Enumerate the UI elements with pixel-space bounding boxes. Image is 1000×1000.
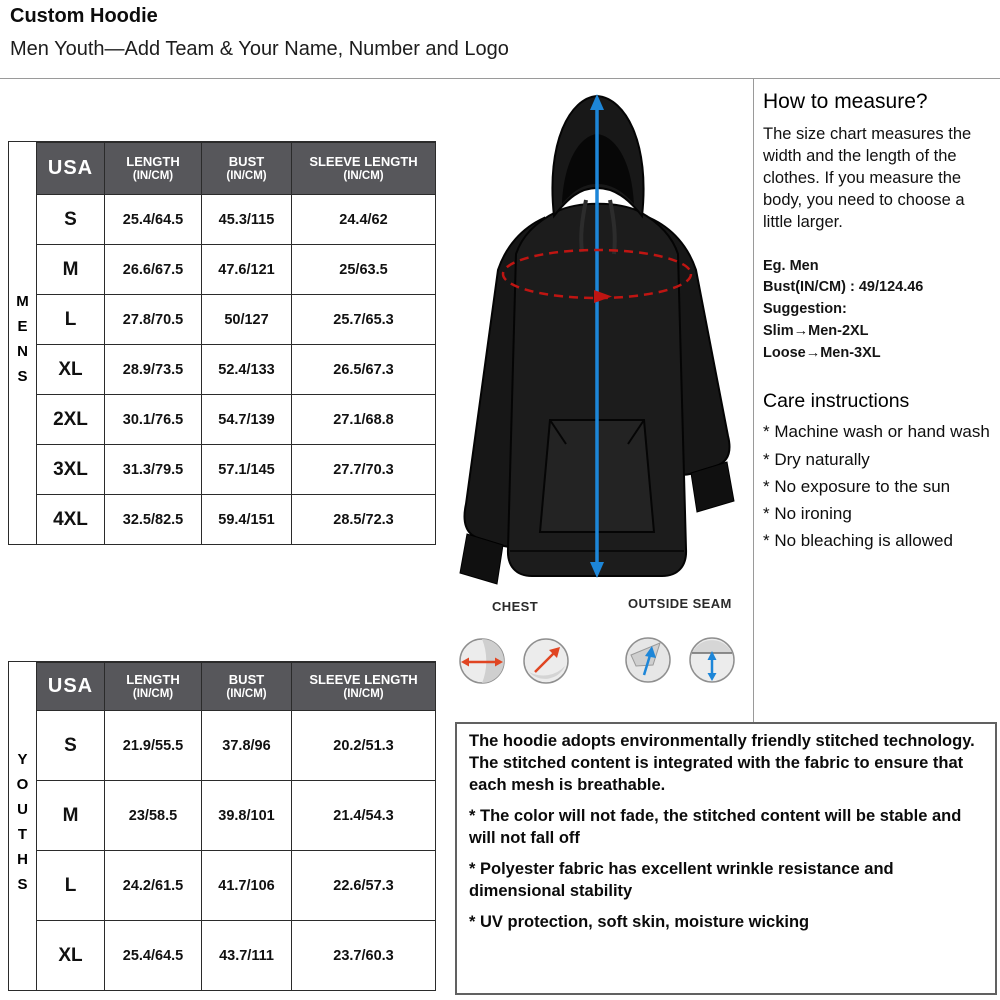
- usa-header: USA: [37, 143, 105, 195]
- sleeve-cell: 20.2/51.3: [292, 711, 436, 781]
- how-to-measure-intro: The size chart measures the width and the length of the clothes. If you measure the body, you need to choose a little larger.: [763, 125, 972, 231]
- table-row: [37, 711, 436, 781]
- care-item: * No exposure to the sun: [763, 476, 951, 496]
- page-title: Custom Hoodie: [10, 5, 158, 27]
- product-note: * UV protection, soft skin, moisture wicking: [469, 912, 810, 931]
- size-cell: 4XL: [37, 495, 105, 545]
- size-cell: XL: [37, 345, 105, 395]
- sleeve-cell: 21.4/54.3: [292, 781, 436, 851]
- length-cell: 30.1/76.5: [105, 395, 202, 445]
- length-cell: 28.9/73.5: [105, 345, 202, 395]
- table-row: [37, 921, 436, 991]
- bust-cell: 47.6/121: [202, 245, 292, 295]
- size-cell: L: [37, 851, 105, 921]
- table-row: [37, 851, 436, 921]
- product-note: * The color will not fade, the stitched content will be stable and will not fall off: [469, 806, 962, 847]
- sleeve-header: SLEEVE LENGTH (IN/CM): [292, 143, 436, 195]
- mens-size-table: [8, 141, 436, 545]
- table-row: [37, 245, 436, 295]
- length-cell: 25.4/64.5: [105, 195, 202, 245]
- care-item: * Machine wash or hand wash: [763, 422, 990, 442]
- youths-side-label: YOUTHS: [14, 751, 31, 901]
- size-cell: 3XL: [37, 445, 105, 495]
- sleeve-cell: 22.6/57.3: [292, 851, 436, 921]
- bust-cell: 57.1/145: [202, 445, 292, 495]
- example-line: Suggestion:: [763, 301, 847, 318]
- chest-width-icon: [457, 636, 507, 686]
- sleeve-cell: 23.7/60.3: [292, 921, 436, 991]
- youths-header-row: [37, 663, 436, 711]
- bust-cell: 54.7/139: [202, 395, 292, 445]
- sleeve-cell: 26.5/67.3: [292, 345, 436, 395]
- youths-size-table: [8, 661, 436, 991]
- size-cell: 2XL: [37, 395, 105, 445]
- page-subtitle: Men Youth—Add Team & Your Name, Number and Logo: [10, 38, 509, 60]
- bust-cell: 52.4/133: [202, 345, 292, 395]
- length-cell: 32.5/82.5: [105, 495, 202, 545]
- bust-cell: 43.7/111: [202, 921, 292, 991]
- outside-seam-label: OUTSIDE SEAM: [628, 596, 732, 611]
- table-row: [37, 495, 436, 545]
- sleeve-header: SLEEVE LENGTH (IN/CM): [292, 663, 436, 711]
- bust-header: BUST (IN/CM): [202, 143, 292, 195]
- how-to-measure-title: How to measure?: [763, 90, 928, 113]
- mens-header-row: [37, 143, 436, 195]
- header-divider: [0, 78, 1000, 79]
- length-header: LENGTH (IN/CM): [105, 663, 202, 711]
- how-to-measure-panel: [763, 90, 995, 557]
- table-row: [37, 395, 436, 445]
- hoodie-measure-diagram: [444, 84, 756, 599]
- sleeve-cell: 25.7/65.3: [292, 295, 436, 345]
- bust-cell: 39.8/101: [202, 781, 292, 851]
- bust-cell: 45.3/115: [202, 195, 292, 245]
- youths-table-grid: [36, 662, 436, 991]
- length-cell: 25.4/64.5: [105, 921, 202, 991]
- table-row: [37, 781, 436, 851]
- bust-header: BUST (IN/CM): [202, 663, 292, 711]
- care-item: * No bleaching is allowed: [763, 530, 953, 550]
- sleeve-cell: 24.4/62: [292, 195, 436, 245]
- chest-label: CHEST: [492, 599, 539, 614]
- care-item: * No ironing: [763, 503, 852, 523]
- size-cell: S: [37, 711, 105, 781]
- hoodie-product-image: [444, 84, 756, 599]
- length-cell: 21.9/55.5: [105, 711, 202, 781]
- length-header: LENGTH (IN/CM): [105, 143, 202, 195]
- length-cell: 26.6/67.5: [105, 245, 202, 295]
- seam-fold-icon: [623, 635, 673, 685]
- sleeve-cell: 28.5/72.3: [292, 495, 436, 545]
- length-cell: 27.8/70.5: [105, 295, 202, 345]
- seam-length-icon: [687, 635, 737, 685]
- size-cell: XL: [37, 921, 105, 991]
- sleeve-cell: 27.7/70.3: [292, 445, 436, 495]
- mens-side-label: MENS: [14, 293, 31, 393]
- product-note: * Polyester fabric has excellent wrinkle resistance and dimensional stability: [469, 859, 894, 900]
- example-line: Eg. Men: [763, 257, 819, 274]
- mens-table-grid: [36, 142, 436, 545]
- bust-cell: 59.4/151: [202, 495, 292, 545]
- product-notes-box: [455, 722, 997, 995]
- usa-header: USA: [37, 663, 105, 711]
- sleeve-cell: 25/63.5: [292, 245, 436, 295]
- size-cell: M: [37, 781, 105, 851]
- bust-cell: 50/127: [202, 295, 292, 345]
- length-cell: 31.3/79.5: [105, 445, 202, 495]
- sleeve-cell: 27.1/68.8: [292, 395, 436, 445]
- table-row: [37, 445, 436, 495]
- length-cell: 24.2/61.5: [105, 851, 202, 921]
- chest-diagonal-icon: [521, 636, 571, 686]
- example-line: Slim→Men-2XL: [763, 322, 869, 339]
- table-row: [37, 345, 436, 395]
- bust-cell: 41.7/106: [202, 851, 292, 921]
- size-cell: L: [37, 295, 105, 345]
- size-cell: M: [37, 245, 105, 295]
- care-instructions-title: Care instructions: [763, 390, 910, 413]
- bust-cell: 37.8/96: [202, 711, 292, 781]
- sizing-example: [763, 256, 995, 365]
- size-cell: S: [37, 195, 105, 245]
- table-row: [37, 195, 436, 245]
- product-notes-intro: The hoodie adopts environmentally friendly stitched technology. The stitched content is integrated with the fabric to ensure that each mesh is breathable.: [469, 732, 975, 794]
- table-row: [37, 295, 436, 345]
- example-line: Loose→Men-3XL: [763, 344, 881, 361]
- care-item: * Dry naturally: [763, 449, 870, 469]
- example-line: Bust(IN/CM) : 49/124.46: [763, 279, 924, 296]
- length-cell: 23/58.5: [105, 781, 202, 851]
